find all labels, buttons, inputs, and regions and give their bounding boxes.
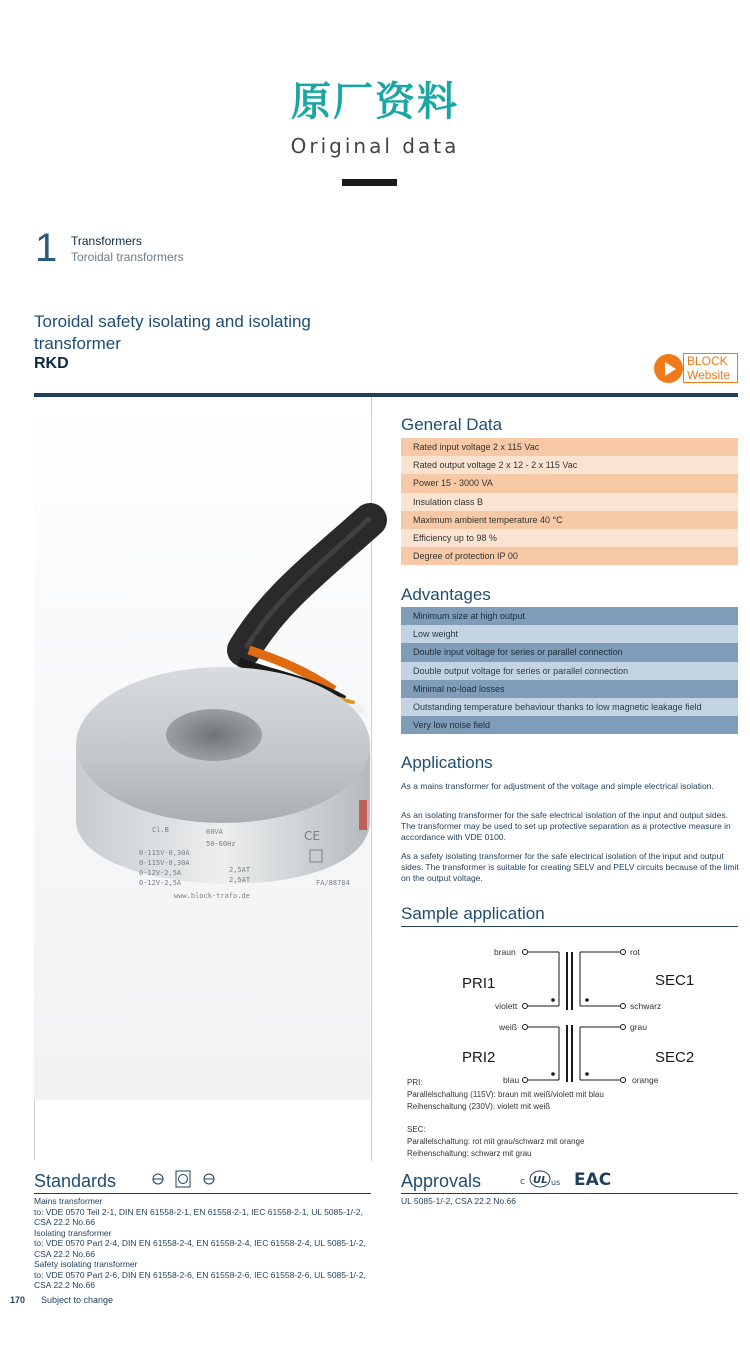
product-photo	[34, 400, 370, 1100]
general-data-title: General Data	[401, 415, 503, 434]
eac-mark-icon	[574, 1167, 612, 1190]
advantage-row: Double input voltage for series or parallel connection	[401, 643, 738, 661]
advantages-table	[401, 607, 738, 734]
general-row: Efficiency up to 98 %	[401, 529, 738, 547]
standards-title: Standards	[34, 1171, 117, 1191]
standards-text: Mains transformer to: VDE 0570 Teil 2-1, DIN EN 61558-2-1, EN 61558-2-1, IEC 61558-2-1, UL 5085-1/-2, CSA 22.2 No.66 Isolating transformer to: VDE 0570 Part 2-4, DIN EN 61558-2-4, EN 61558-2-4, IEC 61558-2-4, UL 5085-1/-2, CSA 22.2 No.66 Safety isolating transformer to: VDE 0570 Part 2-6, DIN EN 61558-2-6, EN 61558-2-6, IEC 61558-2-6, UL 5085-1/-2, CSA 22.2 No.66	[34, 1196, 366, 1290]
photo-label-line-2: 0-115V-0,30A	[139, 859, 190, 867]
svg-text:UL: UL	[533, 1175, 548, 1186]
pri1-label: PRI1	[462, 975, 496, 992]
page-note: Subject to change	[41, 1295, 114, 1305]
sample-application-title: Sample application	[401, 904, 545, 923]
general-data-table	[401, 438, 738, 565]
chapter-number: 1	[35, 226, 58, 270]
photo-code-label: FA/88784	[316, 879, 350, 887]
photo-rating-label: 60VA	[206, 828, 223, 836]
applications-paragraph: As a mains transformer for adjustment of the voltage and simple electrical isolation.	[401, 781, 714, 791]
photo-url-label: www.block-trafo.de	[174, 892, 250, 900]
photo-edge-line	[34, 1100, 35, 1160]
applications-paragraph: As an isolating transformer for the safe electrical isolation of the input and output sides. The transformer may be used to set up protective separation as a protective measure in accordance with VDE 0100.	[401, 810, 731, 842]
standards-rule	[34, 1193, 371, 1194]
pri-notes: PRI: Parallelschaltung (115V): braun mit weiß/violett mit blau Reihenschaltung (230V): violett mit weiß	[407, 1078, 604, 1111]
section-rule	[34, 393, 738, 397]
sec2-label: SEC2	[655, 1049, 695, 1066]
vde-mark-icon	[153, 1174, 163, 1184]
sec-notes: SEC: Parallelschaltung: rot mit grau/schwarz mit orange Reihenschaltung: schwarz mit grau	[407, 1125, 585, 1158]
title-underline	[342, 179, 397, 186]
red-label-strip	[359, 800, 367, 830]
approvals-text: UL 5085-1/-2, CSA 22.2 No.66	[401, 1196, 516, 1206]
wire-braun-label: braun	[494, 947, 516, 957]
advantage-row: Low weight	[401, 625, 738, 643]
sec1-label: SEC1	[655, 972, 695, 989]
block-website-button[interactable]	[654, 353, 738, 383]
page-number: 170	[10, 1295, 26, 1305]
wire-orange-label: orange	[632, 1075, 659, 1085]
wire-schwarz-label: schwarz	[630, 1001, 662, 1011]
ce-mark-icon: CE	[304, 829, 320, 843]
applications-title: Applications	[401, 753, 493, 772]
wire-grau-label: grau	[630, 1022, 648, 1032]
svg-text:us: us	[551, 1178, 561, 1187]
advantage-row: Very low noise field	[401, 716, 738, 734]
wire-blau-label: blau	[503, 1075, 520, 1085]
advantages-title: Advantages	[401, 585, 491, 604]
advantage-row: Minimal no-load losses	[401, 680, 738, 698]
general-row: Maximum ambient temperature 40 °C	[401, 511, 738, 529]
applications-paragraph: As a safety isolating transformer for the safe electrical isolation of the input and output sides. The transformer is suitable for creating SELV and PELV circuits because of the limit on the output voltage.	[401, 851, 739, 883]
product-code: RKD	[34, 355, 69, 372]
product-title: Toroidal safety isolating and isolating transformer	[34, 312, 311, 353]
pri2-label: PRI2	[462, 1049, 496, 1066]
general-row: Degree of protection IP 00	[401, 547, 738, 565]
photo-class-label: Cl.B	[152, 826, 169, 834]
photo-label-line-4: 0-12V-2,5A	[139, 879, 182, 887]
photo-label-line-1: 0-115V-0,30A	[139, 849, 190, 857]
chapter-subtitle: Toroidal transformers	[71, 250, 184, 264]
photo-fuse-label-1: 2,5AT	[229, 866, 251, 874]
general-row: Rated input voltage 2 x 115 Vac	[401, 438, 738, 456]
photo-label-line-3: 0-12V-2,5A	[139, 869, 182, 877]
svg-text:EAC: EAC	[574, 1170, 612, 1190]
ul-mark-icon	[520, 1169, 564, 1189]
photo-freq-label: 50-60Hz	[206, 840, 236, 848]
wire-weiss-label: weiß	[499, 1022, 517, 1032]
standards-marks	[152, 1170, 218, 1188]
circuit-diagram	[401, 930, 738, 1090]
wire-violett-label: violett	[495, 1001, 518, 1011]
page-title-chinese: 原厂资料	[291, 79, 459, 125]
vde-mark-icon-2	[204, 1174, 214, 1184]
advantage-row: Outstanding temperature behaviour thanks to low magnetic leakage field	[401, 698, 738, 716]
general-row: Insulation class B	[401, 493, 738, 511]
page-title-english: Original data	[290, 134, 460, 158]
chapter-title: Transformers	[71, 234, 142, 248]
sample-rule	[401, 926, 738, 927]
approvals-rule	[401, 1193, 738, 1194]
vde-gs-mark-icon	[176, 1171, 190, 1187]
general-row: Rated output voltage 2 x 12 - 2 x 115 Vac	[401, 456, 738, 474]
advantage-row: Minimum size at high output	[401, 607, 738, 625]
wire-rot-label: rot	[630, 947, 640, 957]
svg-text:c: c	[520, 1177, 525, 1187]
photo-fuse-label-2: 2,5AT	[229, 876, 251, 884]
play-icon	[654, 354, 683, 383]
advantage-row: Double output voltage for series or parallel connection	[401, 662, 738, 680]
approvals-title: Approvals	[401, 1171, 482, 1191]
block-website-label: BLOCK Website	[683, 353, 738, 383]
general-row: Power 15 - 3000 VA	[401, 474, 738, 492]
toroidal-transformer-image	[34, 400, 370, 1100]
